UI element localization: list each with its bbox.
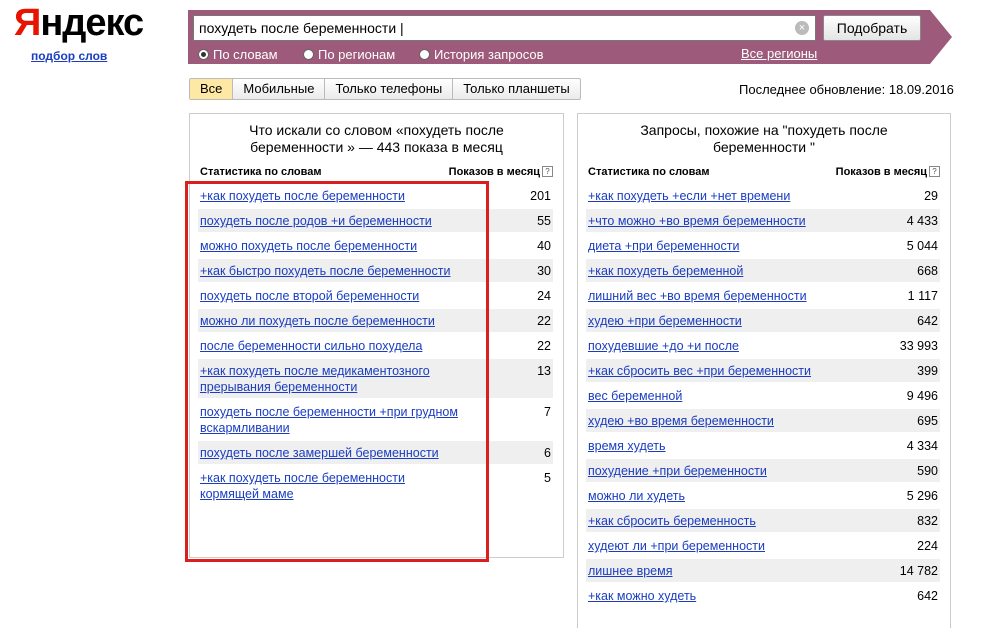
impressions-count: 55 — [537, 214, 551, 228]
keyword-link[interactable]: похудеть после родов +и беременности — [200, 214, 432, 228]
impressions-count: 33 993 — [899, 339, 938, 353]
panel-title: Запросы, похожие на "похудеть после беременности " — [640, 122, 888, 155]
radio-icon — [198, 49, 209, 60]
radio-query-history[interactable] — [419, 46, 544, 62]
keyword-list — [586, 184, 940, 609]
red-highlight-frame — [185, 181, 489, 562]
table-row — [586, 234, 940, 259]
impressions-count: 7 — [544, 405, 551, 419]
radio-icon — [303, 49, 314, 60]
table-row — [586, 434, 940, 459]
impressions-count: 13 — [537, 364, 551, 378]
keyword-link[interactable]: +как можно худеть — [588, 589, 697, 603]
clear-icon[interactable]: × — [795, 21, 809, 35]
impressions-count: 29 — [924, 189, 938, 203]
impressions-count: 5 296 — [906, 489, 938, 503]
table-row — [586, 559, 940, 584]
keyword-link[interactable]: худею +во время беременности — [588, 414, 774, 428]
keyword-link[interactable]: можно похудеть после беременности — [200, 239, 418, 253]
table-row — [586, 359, 940, 384]
keyword-link[interactable]: худею +при беременности — [588, 314, 742, 328]
keyword-link[interactable]: +как похудеть после медикаментозного прерывания беременности — [200, 364, 430, 394]
radio-label: По словам — [213, 46, 278, 62]
table-row — [586, 409, 940, 434]
impressions-count: 40 — [537, 239, 551, 253]
radio-by-regions[interactable] — [303, 46, 395, 62]
keyword-link[interactable]: +как похудеть +если +нет времени — [588, 189, 791, 203]
keyword-link[interactable]: худеют ли +при беременности — [588, 539, 765, 553]
keyword-link[interactable]: похудеть после беременности +при грудном вскармливании — [200, 405, 458, 435]
device-tabs — [189, 78, 581, 100]
table-row — [586, 459, 940, 484]
keyword-link[interactable]: можно ли худеть — [588, 489, 685, 503]
table-row — [586, 309, 940, 334]
impressions-count: 9 496 — [906, 389, 938, 403]
table-row — [586, 259, 940, 284]
keyword-link[interactable]: +как похудеть беременной — [588, 264, 744, 278]
keyword-link[interactable]: лишнее время — [588, 564, 673, 578]
impressions-count: 668 — [917, 264, 938, 278]
table-row — [586, 534, 940, 559]
radio-label: По регионам — [318, 46, 396, 62]
keyword-link[interactable]: похудеть после замершей беременности — [200, 446, 439, 460]
keyword-link[interactable]: лишний вес +во время беременности — [588, 289, 807, 303]
impressions-count: 590 — [917, 464, 938, 478]
table-row — [586, 384, 940, 409]
tab-mobile[interactable]: Мобильные — [233, 79, 325, 99]
impressions-count: 695 — [917, 414, 938, 428]
tab-all[interactable]: Все — [190, 79, 233, 99]
wordstat-link[interactable]: подбор слов — [31, 49, 108, 63]
logo-rest: ндекс — [40, 2, 144, 44]
impressions-count: 22 — [537, 339, 551, 353]
radio-by-words[interactable] — [198, 46, 278, 62]
keyword-link[interactable]: диета +при беременности — [588, 239, 740, 253]
right-results-panel — [577, 113, 951, 628]
logo-ya: Я — [14, 2, 41, 44]
keyword-link[interactable]: +как похудеть после беременности — [200, 189, 405, 203]
keyword-link[interactable]: можно ли похудеть после беременности — [200, 314, 435, 328]
keyword-link[interactable]: +что можно +во время беременности — [588, 214, 806, 228]
impressions-count: 4 334 — [906, 439, 938, 453]
table-row — [586, 184, 940, 209]
impressions-count: 4 433 — [906, 214, 938, 228]
keyword-link[interactable]: похудевшие +до +и после — [588, 339, 739, 353]
impressions-count: 399 — [917, 364, 938, 378]
help-icon[interactable]: ? — [929, 166, 940, 177]
search-input-value: похудеть после беременности | — [199, 20, 404, 36]
keyword-link[interactable]: похудение +при беременности — [588, 464, 767, 478]
column-header-count — [449, 166, 553, 178]
table-row — [586, 509, 940, 534]
tab-phones[interactable]: Только телефоны — [325, 79, 453, 99]
all-regions-link[interactable]: Все регионы — [741, 46, 818, 61]
impressions-count: 6 — [544, 446, 551, 460]
impressions-count: 832 — [917, 514, 938, 528]
help-icon[interactable]: ? — [542, 166, 553, 177]
panel-title: Что искали со словом «похудеть после беременности » — 443 показа в месяц — [249, 122, 504, 155]
keyword-link[interactable]: +как похудеть после беременности кормящей маме — [200, 471, 405, 501]
tab-tablets[interactable]: Только планшеты — [463, 81, 570, 96]
impressions-count: 30 — [537, 264, 551, 278]
impressions-count: 22 — [537, 314, 551, 328]
impressions-count: 5 — [544, 471, 551, 485]
column-header-count-label: Показов в месяц — [835, 166, 927, 178]
table-row — [586, 284, 940, 309]
keyword-link[interactable]: +как сбросить беременность — [588, 514, 756, 528]
table-row — [586, 584, 940, 609]
impressions-count: 14 782 — [899, 564, 938, 578]
keyword-link[interactable]: +как быстро похудеть после беременности — [200, 264, 451, 278]
impressions-count: 5 044 — [906, 239, 938, 253]
yandex-logo[interactable] — [14, 2, 143, 45]
table-row — [586, 484, 940, 509]
table-row — [586, 209, 940, 234]
search-button[interactable]: Подобрать — [823, 15, 921, 41]
impressions-count: 201 — [530, 189, 551, 203]
radio-icon — [419, 49, 430, 60]
radio-label: История запросов — [434, 46, 544, 62]
column-header-count-label: Показов в месяц — [448, 166, 540, 178]
header-arrow — [930, 10, 952, 64]
impressions-count: 642 — [917, 314, 938, 328]
keyword-link[interactable]: после беременности сильно похудела — [200, 339, 423, 353]
keyword-link[interactable]: вес беременной — [588, 389, 683, 403]
impressions-count: 642 — [917, 589, 938, 603]
impressions-count: 1 117 — [907, 289, 938, 303]
column-header-count — [836, 166, 940, 178]
search-input[interactable] — [193, 15, 816, 41]
keyword-link[interactable]: время худеть — [588, 439, 666, 453]
keyword-link[interactable]: похудеть после второй беременности — [200, 289, 420, 303]
impressions-count: 24 — [537, 289, 551, 303]
table-row — [586, 334, 940, 359]
column-header-keyword: Статистика по словам — [200, 166, 322, 178]
impressions-count: 224 — [917, 539, 938, 553]
keyword-link[interactable]: +как сбросить вес +при беременности — [588, 364, 811, 378]
last-updated: Последнее обновление: 18.09.2016 — [739, 82, 954, 97]
column-header-keyword: Статистика по словам — [588, 166, 710, 178]
